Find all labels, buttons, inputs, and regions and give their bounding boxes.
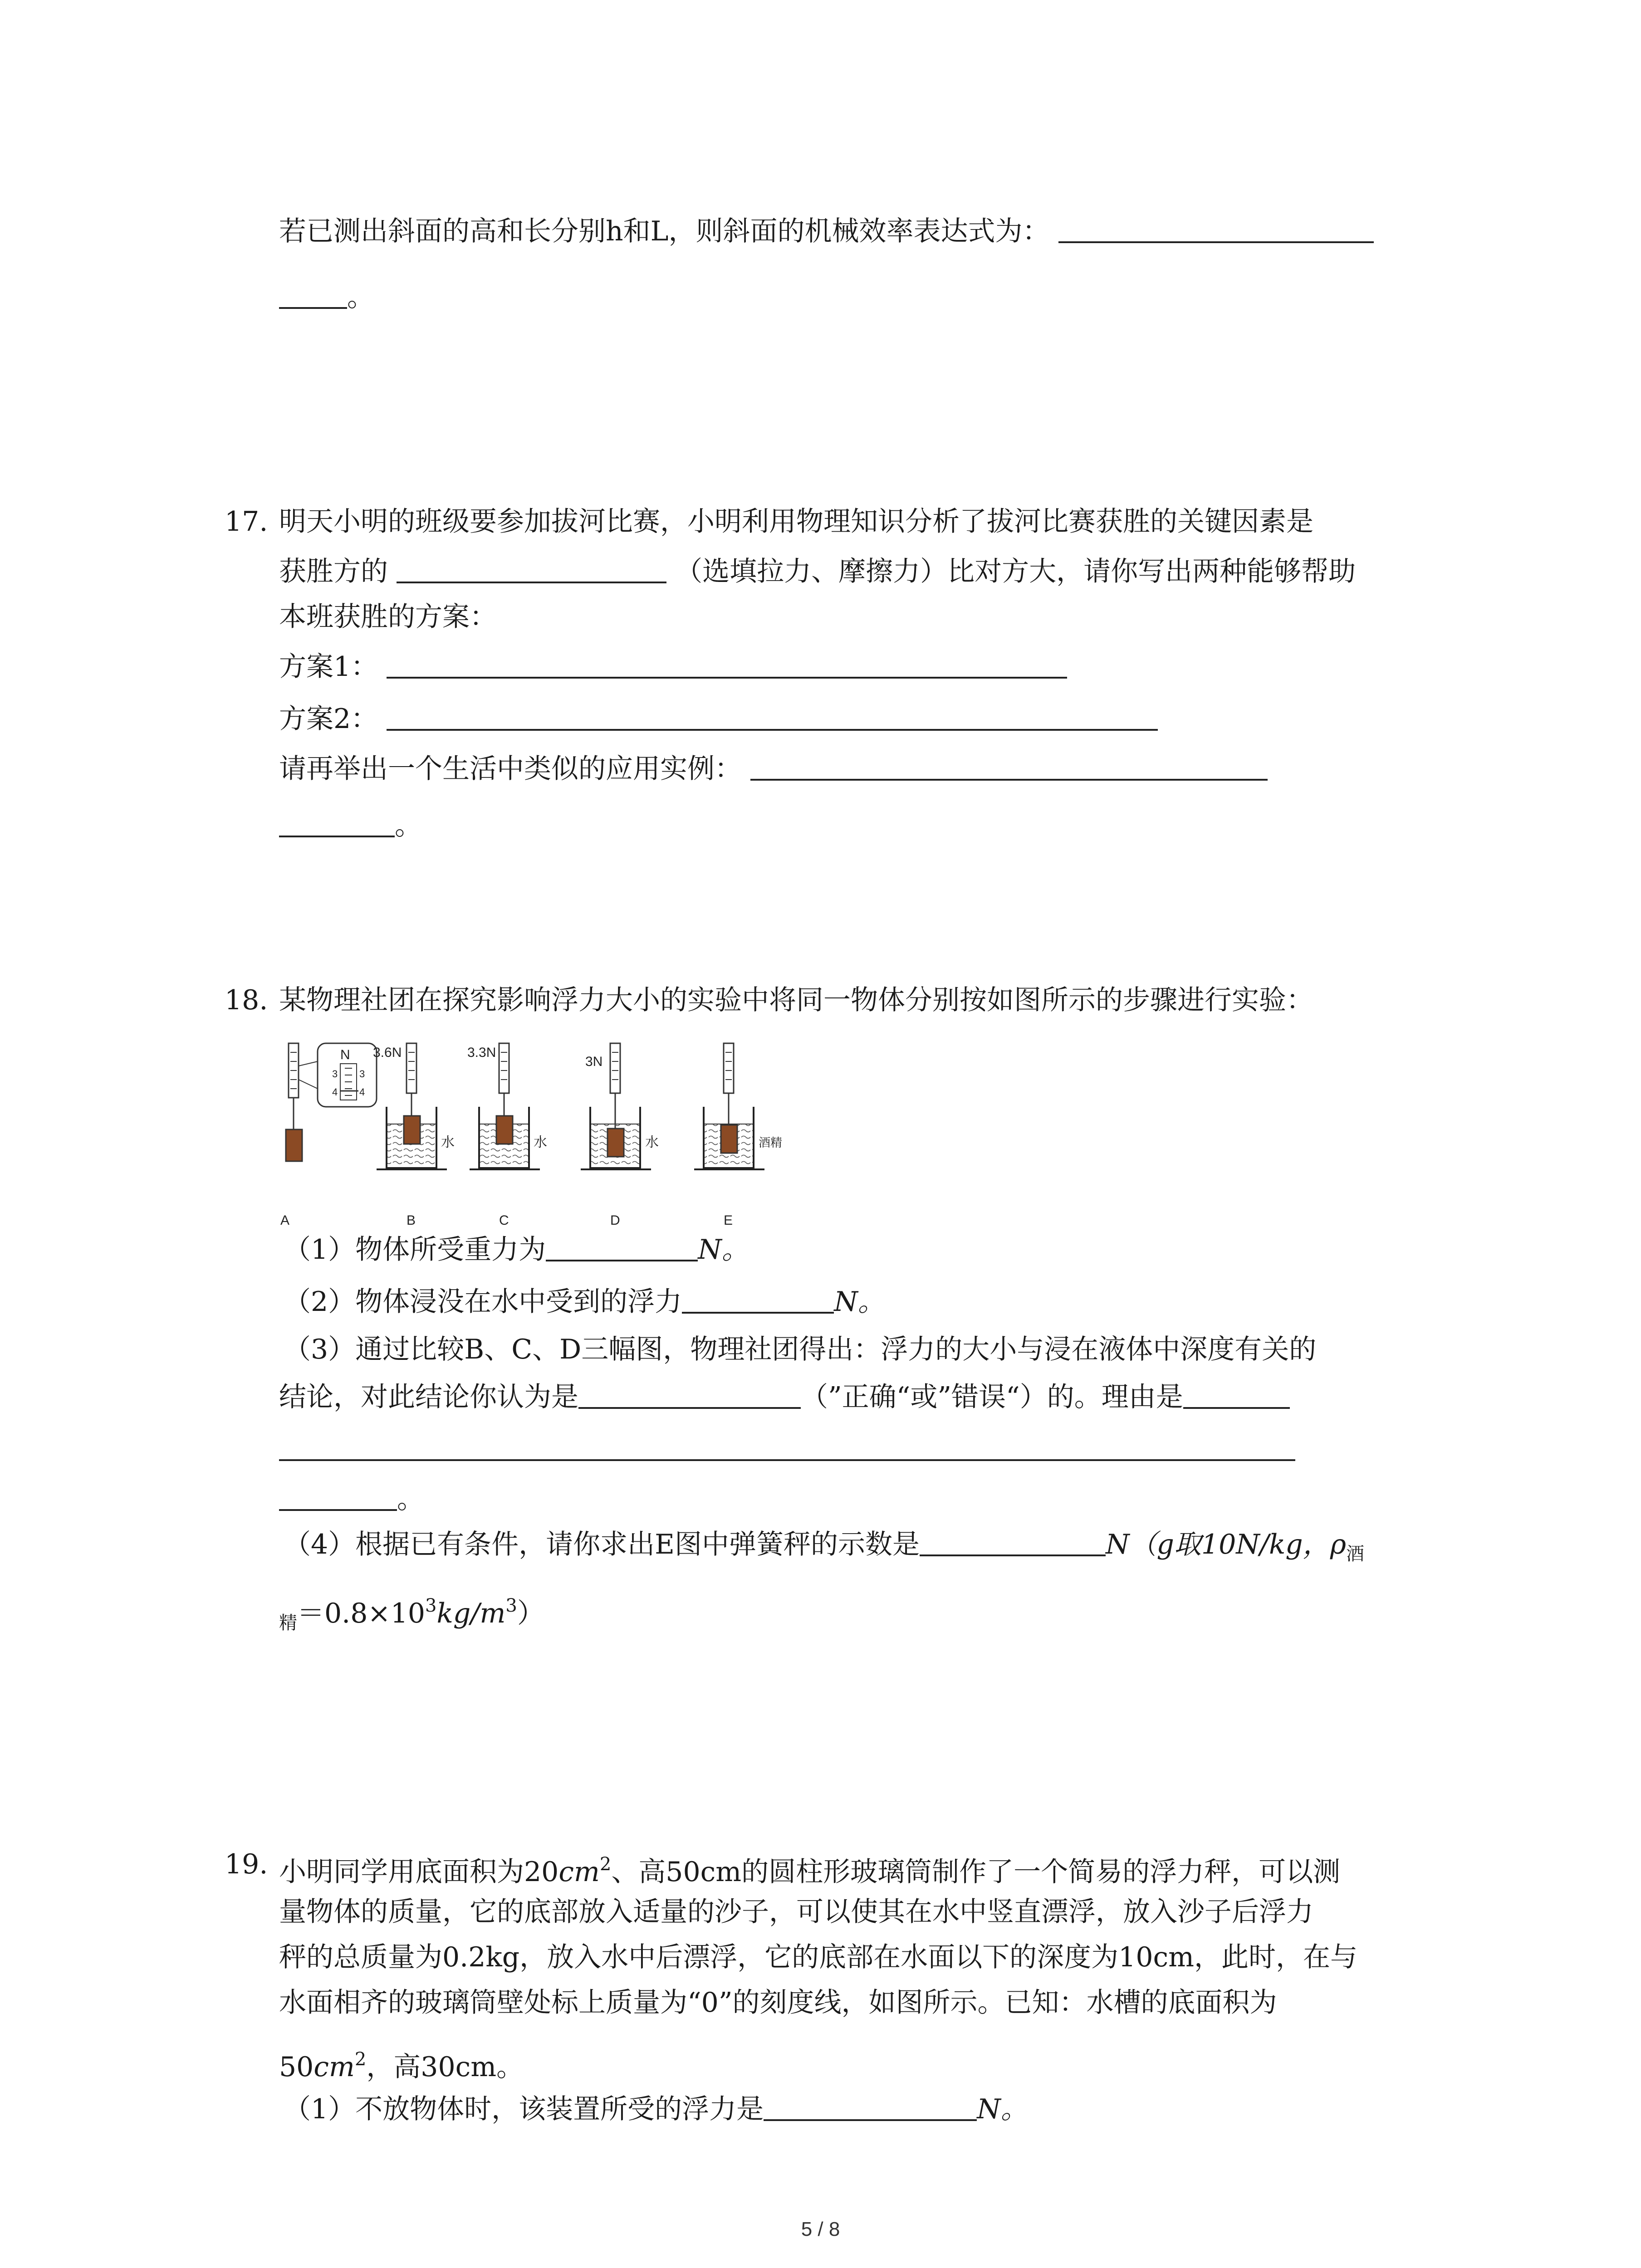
reading-b: 3.6N xyxy=(373,1045,402,1060)
q18-sub2: （2）物体浸没在水中受到的浮力 N。 xyxy=(284,1286,885,1318)
figure-label-a: A xyxy=(280,1213,290,1228)
figure-b xyxy=(373,1043,455,1228)
q19-sub1: （1）不放物体时，该装置所受的浮力是 N。 xyxy=(284,2093,1028,2125)
q17-example-blank-cont[interactable] xyxy=(279,810,395,837)
q18-sub4-line2: $_精=0.8\times 10^3kg/m^3$） xyxy=(279,1595,544,1633)
q18-sub3-line2: 结论，对此结论你认为是 （”正确“或”错误“）的。理由是 xyxy=(279,1379,1290,1415)
q17-line1: 明天小明的班级要参加拔河比赛，小明利用物理知识分析了拔河比赛获胜的关键因素是 xyxy=(279,506,1313,538)
figure-d xyxy=(581,1043,659,1228)
figure-label-d: D xyxy=(610,1213,620,1228)
q18-experiment-figure xyxy=(272,1039,817,1229)
q18-sub1: （1）物体所受重力为 N。 xyxy=(284,1234,749,1266)
q19-line1: 小明同学用底面积为$20cm^2$、高50cm的圆柱形玻璃筒制作了一个简易的浮力秤，可以测 xyxy=(279,1854,1341,1888)
page-number: 5 / 8 xyxy=(801,2218,840,2240)
q17-line7: 。 xyxy=(279,807,422,844)
q18-sub3-line4: 。 xyxy=(279,1481,424,1517)
q17-line3: 本班获胜的方案： xyxy=(279,601,497,633)
liquid-b: 水 xyxy=(441,1135,455,1150)
q17-example-blank[interactable] xyxy=(750,753,1268,781)
zoom-tick-right-bottom: 4 xyxy=(359,1086,365,1098)
figure-label-c: C xyxy=(499,1213,509,1228)
reading-c: 3.3N xyxy=(467,1045,496,1060)
q18-line1: 某物理社团在探究影响浮力大小的实验中将同一物体分别按如图所示的步骤进行实验： xyxy=(279,984,1313,1016)
reading-d: 3N xyxy=(585,1054,603,1069)
q17-plan1-blank[interactable] xyxy=(387,651,1067,679)
zoom-tick-left-top: 3 xyxy=(332,1068,338,1080)
q18-buoyancy-blank[interactable] xyxy=(682,1286,834,1314)
q16-answer-blank[interactable] xyxy=(1058,216,1374,243)
q19-line3: 秤的总质量为0.2kg，放入水中后漂浮，它的底部在水面以下的深度为10cm，此时，在与 xyxy=(279,1941,1358,1973)
q18-reason-blank-cont[interactable] xyxy=(279,1434,1295,1461)
liquid-e: 酒精 xyxy=(759,1136,783,1149)
figure-c xyxy=(467,1043,547,1228)
q19-buoyancy-blank[interactable] xyxy=(764,2094,977,2121)
zoom-tick-right-top: 3 xyxy=(359,1068,365,1080)
q16-answer-blank-cont[interactable] xyxy=(279,282,347,309)
q18-number: 18. xyxy=(225,984,268,1016)
q17-line6: 请再举出一个生活中类似的应用实例： xyxy=(279,751,1268,787)
q19-line5: $50cm^2$，高30cm。 xyxy=(279,2049,524,2083)
q19-line2: 量物体的质量，它的底部放入适量的沙子，可以使其在水中竖直漂浮，放入沙子后浮力 xyxy=(279,1896,1313,1928)
q18-sub3-line1: （3）通过比较B、C、D三幅图，物理社团得出：浮力的大小与浸在液体中深度有关的 xyxy=(284,1334,1317,1365)
figure-label-b: B xyxy=(407,1213,416,1228)
q19-number: 19. xyxy=(225,1848,268,1880)
liquid-c: 水 xyxy=(534,1135,547,1150)
liquid-d: 水 xyxy=(645,1135,659,1150)
q18-reason-blank-end[interactable] xyxy=(279,1484,397,1511)
q16-line2: 。 xyxy=(279,279,374,315)
q17-force-blank[interactable] xyxy=(397,556,666,583)
q19-line4: 水面相齐的玻璃筒壁处标上质量为“0”的刻度线，如图所示。已知：水槽的底面积为 xyxy=(279,1987,1277,2019)
figure-label-e: E xyxy=(724,1213,733,1228)
q18-judgement-blank[interactable] xyxy=(578,1382,801,1409)
q17-number: 17. xyxy=(225,506,268,538)
q18-weight-blank[interactable] xyxy=(546,1234,698,1261)
q18-reason-blank[interactable] xyxy=(1183,1382,1290,1409)
q17-plan1: 方案1： xyxy=(279,649,1067,685)
zoom-tick-left-bottom: 4 xyxy=(332,1086,338,1098)
q18-sub4-line1: （4）根据已有条件，请你求出E图中弹簧秤的示数是 N（g取10N/kg，$\rho_酒$ xyxy=(284,1529,1364,1564)
figure-a xyxy=(280,1043,377,1228)
q17-plan2-blank[interactable] xyxy=(387,704,1158,731)
zoom-unit-label: N xyxy=(340,1047,350,1062)
figure-e xyxy=(694,1043,782,1228)
q16-line1: 若已测出斜面的高和长分别h和L，则斜面的机械效率表达式为： xyxy=(279,213,1374,249)
q18-sub3-line3 xyxy=(279,1431,1295,1467)
q18-scale-reading-blank[interactable] xyxy=(920,1529,1106,1556)
q17-line2: 获胜方的 （选填拉力、摩擦力）比对方大，请你写出两种能够帮助 xyxy=(279,556,1356,587)
q17-plan2: 方案2： xyxy=(279,701,1158,737)
